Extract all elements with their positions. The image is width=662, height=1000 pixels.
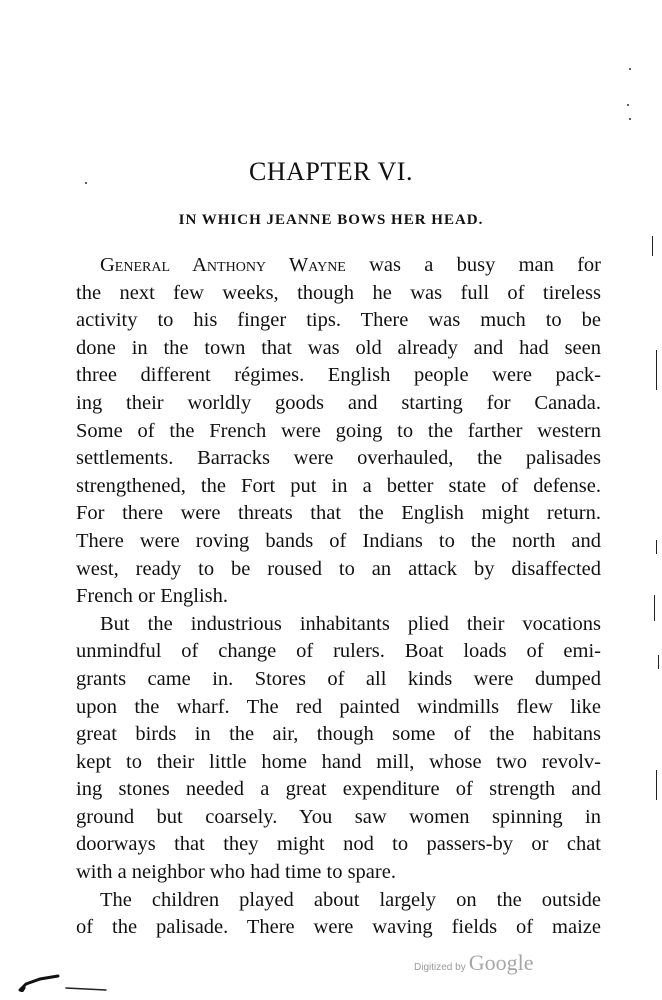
- text-line: [76, 252, 601, 280]
- text-line: upon the wharf. The red painted windmills flew like: [76, 695, 601, 718]
- chapter-title: CHAPTER VI.: [249, 157, 413, 186]
- paragraph-3: [76, 887, 601, 942]
- margin-mark: [656, 350, 657, 390]
- scan-dot: [627, 104, 629, 106]
- body-text: [76, 252, 601, 942]
- text-line: done in the town that was old already and had seen: [76, 336, 601, 359]
- text-line: For there were threats that the English might return.: [76, 502, 601, 525]
- scan-stroke-icon: [18, 962, 108, 992]
- text-line: unmindful of change of rulers. Boat loads of emi-: [76, 640, 601, 663]
- text-line: west, ready to be roused to an attack by disaffected: [76, 557, 601, 580]
- text-line: doorways that they might nod to passers-by or chat: [76, 833, 601, 856]
- text-line: activity to his finger tips. There was much to be: [76, 309, 601, 332]
- text-line: But the industrious inhabitants plied their vocations: [100, 612, 601, 635]
- text-line: three different régimes. English people were pack-: [76, 364, 601, 387]
- text-line: the next few weeks, though he was full of tireless: [76, 281, 601, 304]
- text-line: Some of the French were going to the farther western: [76, 419, 601, 442]
- text-line: ing their worldly goods and starting for Canada.: [76, 391, 601, 414]
- text-line: kept to their little home hand mill, whose two revolv-: [76, 750, 601, 773]
- text-line: strengthened, the Fort put in a better state of defense.: [76, 474, 601, 497]
- margin-mark: [654, 595, 655, 621]
- text-line: There were roving bands of Indians to the north and: [76, 529, 601, 552]
- scan-dot: [85, 182, 87, 184]
- text-line: grants came in. Stores of all kinds were dumped: [76, 667, 601, 690]
- paragraph-2: [76, 611, 601, 887]
- margin-mark: [656, 770, 657, 800]
- text-line: great birds in the air, though some of the habitans: [76, 723, 601, 746]
- google-watermark: [414, 950, 533, 976]
- text-line: ground but coarsely. You saw women spinning in: [76, 805, 601, 828]
- margin-mark: [652, 236, 653, 256]
- text-line-fragment: was a busy man for: [345, 254, 602, 276]
- text-line: with a neighbor who had time to spare.: [76, 861, 396, 884]
- margin-mark: [658, 655, 659, 669]
- paragraph-1: [76, 252, 601, 611]
- lead-in-name: General Anthony Wayne: [100, 254, 346, 276]
- chapter-subtitle: IN WHICH JEANNE BOWS HER HEAD.: [178, 212, 484, 228]
- margin-mark: [656, 540, 657, 554]
- text-line: French or English.: [76, 585, 229, 608]
- digitized-by-label: Digitized by: [414, 962, 466, 973]
- text-line: of the palisade. There were waving fields of maize: [76, 916, 601, 939]
- scan-dot: [629, 68, 631, 70]
- text-line: ing stones needed a great expenditure of strength and: [76, 778, 601, 801]
- scan-dot: [629, 118, 631, 120]
- text-line: The children played about largely on the outside: [100, 888, 601, 911]
- text-line: settlements. Barracks were overhauled, the palisades: [76, 447, 601, 470]
- google-logo: Google: [468, 950, 534, 975]
